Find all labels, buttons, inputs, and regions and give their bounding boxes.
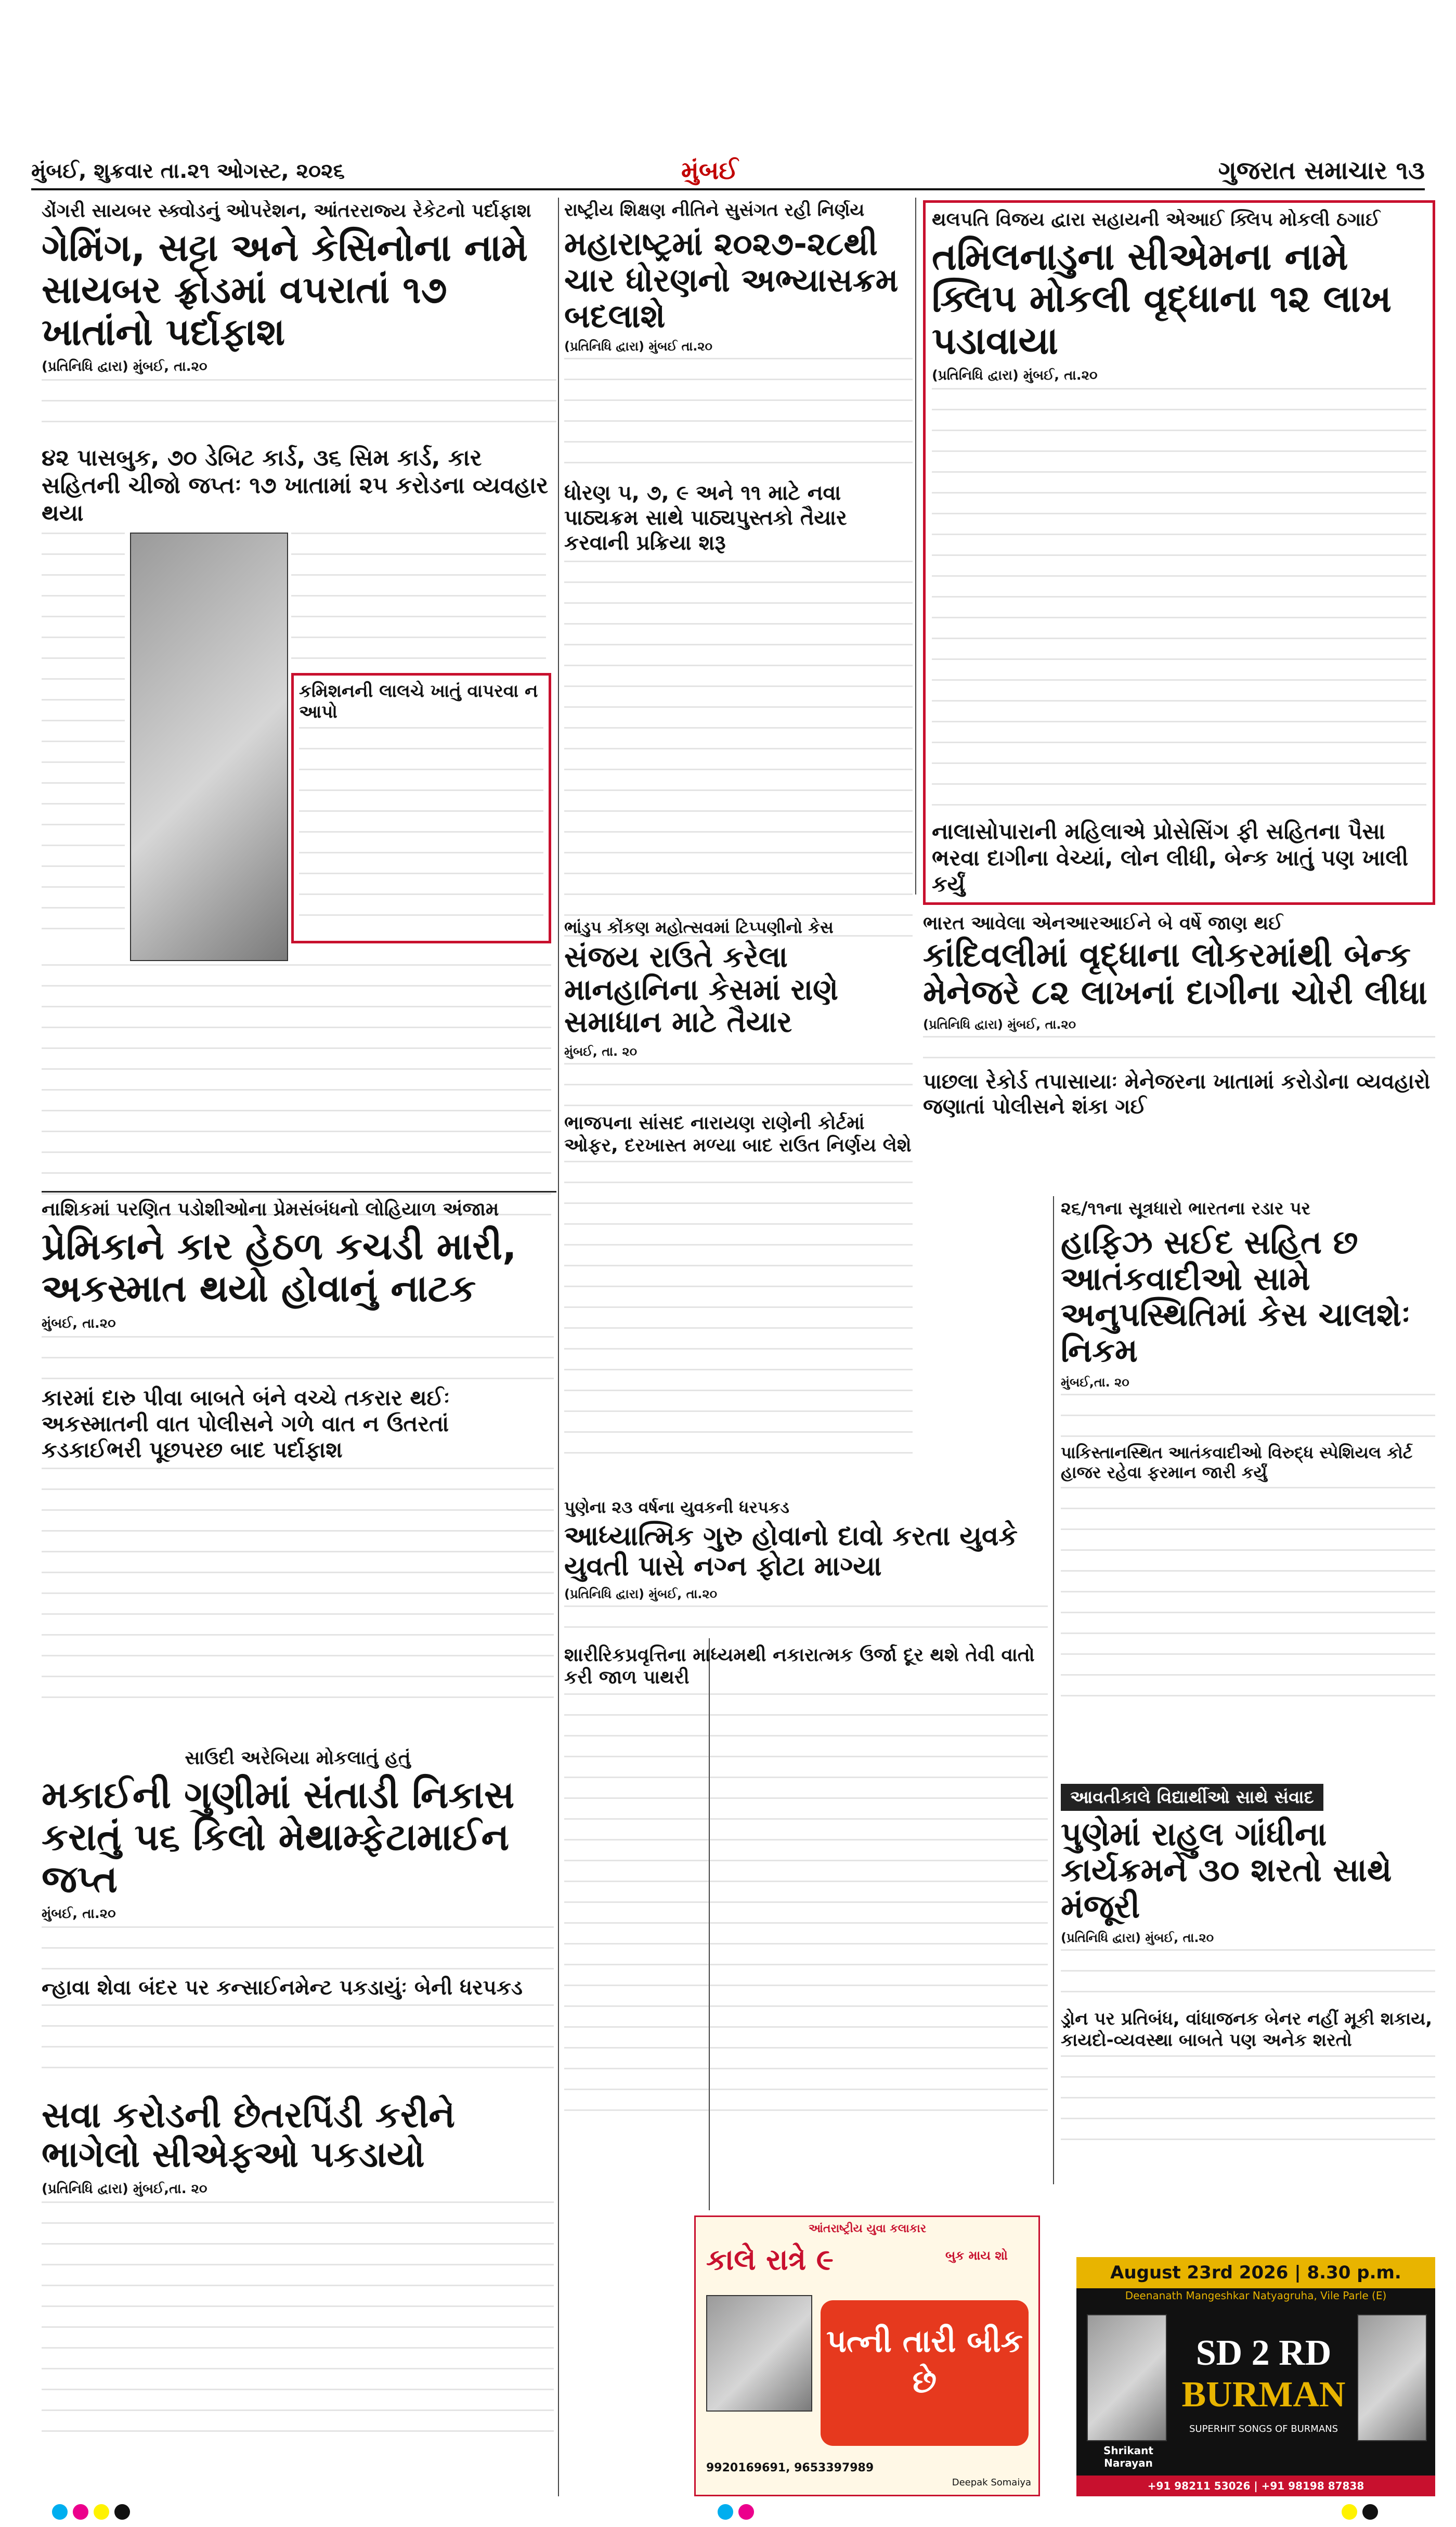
article-kicker: નાશિકમાં પરણિત પડોશીઓના પ્રેમસંબંધનો લોહિયાળ અંજામ: [42, 1199, 499, 1220]
article-headline: પુણેમાં રાહુલ ગાંધીના કાર્યક્રમને ૩૦ શરતો સાથે મંજૂરી: [1061, 1815, 1392, 1925]
article-subheading: ડ્રોન પર પ્રતિબંધ, વાંધાજનક બેનર નહીં મૂકી શકાય, કાયદો-વ્યવસ્થા બાબતે પણ અનેક શરતો: [1061, 2008, 1433, 2051]
article-kicker: સાઉદી અરેબિયા મોકલાતું હતું: [185, 1747, 411, 1769]
body-text: [564, 1063, 913, 1110]
registration-mark: [718, 2504, 733, 2520]
article-headline: તમિલનાડુના સીએમના નામે ક્લિપ મોકલી વૃદ્ધાના ૧૨ લાખ પડાવાયા: [932, 235, 1392, 362]
section-name: મુંબઈ: [681, 156, 738, 185]
registration-mark: [738, 2504, 754, 2520]
body-text: [42, 379, 556, 442]
article-dateline: (પ્રતિનિધિ દ્વારા) મુંબઈ તા.૨૦: [564, 339, 712, 354]
article-dateline: (પ્રતિનિધિ દ્વારા) મુંબઈ, તા.૨૦: [42, 359, 207, 375]
article-subheading: શારીરિકપ્રવૃત્તિના માધ્યમથી નકારાત્મક ઉર્જા દૂર થશે તેવી વાતો કરી જાળ પાથરી: [564, 1644, 1035, 1689]
article-rahul-gandhi-event: [1061, 1784, 1435, 2247]
body-text: [1061, 1949, 1435, 2006]
paper-name-page: [1218, 156, 1425, 186]
article-kicker: આવતીકાલે વિદ્યાર્થીઓ સાથે સંવાદ: [1061, 1784, 1323, 1811]
body-text: [42, 2201, 554, 2451]
section-divider: [42, 1191, 556, 1193]
advert-play[interactable]: [694, 2215, 1040, 2496]
ad-singer-photo: [1087, 2314, 1167, 2441]
article-headline: મકાઈની ગુણીમાં સંતાડી નિકાસ કરાતું ૫૬ કિલો મેથામ્ફેટામાઈન જપ્ત: [42, 1773, 515, 1901]
article-headline: પ્રેમિકાને કાર હેઠળ કચડી મારી, અકસ્માત થયો હોવાનું નાટક: [42, 1224, 517, 1311]
column-rule: [915, 198, 916, 895]
ad-performers-photo: [1357, 2314, 1427, 2441]
article-fake-guru: [564, 1498, 1048, 2205]
ad-time: કાલે રાત્રે ૯: [706, 2243, 834, 2277]
paper-name: ગુજરાત સમાચાર: [1218, 156, 1387, 185]
article-26-11-trial: [1061, 1199, 1435, 1792]
article-cyber-fraud: [42, 200, 556, 1178]
article-headline: આધ્યાત્મિક ગુરુ હોવાનો દાવો કરતા યુવકે યુવતી પાસે નગ્ન ફોટા માગ્યા: [564, 1520, 1018, 1583]
body-text: [564, 1161, 913, 1473]
article-ai-clip-fraud: [923, 200, 1435, 905]
article-dateline: (પ્રતિનિધિ દ્વારા) મુંબઈ,તા. ૨૦: [42, 2181, 207, 2197]
advert-concert[interactable]: [1076, 2257, 1435, 2496]
article-dateline: (પ્રતિનિધિ દ્વારા) મુંબઈ, તા.૨૦: [1061, 1930, 1214, 1946]
article-dateline: મુંબઈ, તા. ૨૦: [564, 1044, 638, 1059]
ad-brand: બુક માય શો: [945, 2248, 1008, 2263]
article-dateline: મુંબઈ, તા.૨૦: [42, 1906, 116, 1922]
article-headline: ગેમિંગ, સટ્ટા અને કેસિનોના નામે સાયબર ફ્રોડમાં વપરાતાં ૧૭ ખાતાંનો પર્દાફાશ: [42, 226, 528, 354]
article-drug-seizure: [42, 1747, 554, 2085]
article-dateline: મુંબઈ,તા. ૨૦: [1061, 1375, 1129, 1390]
article-syllabus-change: [564, 200, 913, 913]
registration-mark: [52, 2504, 68, 2520]
article-dateline: (પ્રતિનિધિ દ્વારા) મુંબઈ, તા.૨૦: [923, 1017, 1076, 1032]
article-subheading: પાકિસ્તાનસ્થિત આતંકવાદીઓ વિરુદ્ધ સ્પેશિયલ કોર્ટ હાજર રહેવા ફરમાન જારી કર્યું: [1061, 1442, 1413, 1483]
article-subheading: ભાજપના સાંસદ નારાયણ રાણેની કોર્ટમાં ઓફર, દરખાસ્ત મળ્યા બાદ રાઉત નિર્ણય લેશે: [564, 1112, 912, 1157]
body-text: [299, 727, 543, 935]
ad-tag: આંતરાષ્ટ્રીય યુવા કલાકાર: [808, 2222, 927, 2235]
article-kicker: ૨૬/૧૧ના સૂત્રધારો ભારતના રડાર પર: [1061, 1199, 1311, 1219]
registration-mark: [1342, 2504, 1357, 2520]
article-locker-theft: [923, 913, 1435, 1188]
article-subheading: કારમાં દારુ પીવા બાબતે બંને વચ્ચે તકરાર થઈઃ અકસ્માતની વાત પોલીસને ગળે વાત ન ઉતરતાં કડકાઈભરી પૂછપરછ બાદ પર્દાફાશ: [42, 1384, 450, 1463]
ad-phone: 9920169691, 9653397989: [706, 2461, 874, 2474]
seized-items-photo: [130, 533, 288, 961]
ad-venue: Deenanath Mangeshkar Natyagruha, Vile Parle (E): [1125, 2289, 1387, 2302]
article-subheading: ન્હાવા શેવા બંદર પર કન્સાઈનમેન્ટ પકડાયુંઃ બેની ધરપકડ: [42, 1976, 523, 2000]
article-nashik-murder: [42, 1199, 554, 1740]
registration-mark: [1362, 2504, 1378, 2520]
article-headline: કાંદિવલીમાં વૃદ્ધાના લોકરમાંથી બેન્ક મેનેજરે ૮૨ લાખનાં દાગીના ચોરી લીધા: [923, 936, 1427, 1013]
article-kicker: થલપતિ વિજય દ્વારા સહાયની એઆઈ ક્લિપ મોકલી ઠગાઈ: [932, 209, 1380, 230]
body-text: [1061, 1394, 1435, 1441]
body-text: [564, 561, 913, 956]
article-headline: હાફિઝ સઈદ સહિત છ આતંકવાદીઓ સામે અનુપસ્થિતિમાં કેસ ચાલશેઃ નિકમ: [1061, 1223, 1411, 1370]
article-kicker: રાષ્ટ્રીય શિક્ષણ નીતિને સુસંગત રહી નિર્ણય: [564, 200, 865, 221]
body-text: [932, 388, 1426, 814]
article-subheading: નાલાસોપારાની મહિલાએ પ્રોસેસિંગ ફી સહિતના પૈસા ભરવા દાગીના વેચ્યાં, લોન લીધી, બેન્ક ખાતું પણ ખાલી કર્યું: [932, 819, 1409, 897]
article-dateline: (પ્રતિનિધિ દ્વારા) મુંબઈ, તા.૨૦: [932, 368, 1098, 384]
ad-phone: +91 98211 53026 | +91 98198 87838: [1076, 2476, 1435, 2496]
article-dateline: (પ્રતિનિધિ દ્વારા) મુંબઈ, તા.૨૦: [564, 1587, 718, 1602]
body-text: [1061, 2055, 1435, 2159]
registration-mark: [114, 2504, 130, 2520]
body-text: [564, 358, 913, 477]
ad-date: August 23rd 2026 | 8.30 p.m.: [1076, 2257, 1435, 2288]
article-kicker: ભારત આવેલા એનઆરઆઈને બે વર્ષે જાણ થઈ: [923, 913, 1283, 934]
article-subheading: ધોરણ ૫, ૭, ૯ અને ૧૧ માટે નવા પાઠ્યક્રમ સાથે પાઠ્યપુસ્તકો તૈયાર કરવાની પ્રક્રિયા શરૂ: [564, 481, 847, 555]
registration-mark: [94, 2504, 109, 2520]
body-text: [42, 964, 551, 1224]
article-cfo-arrest: [42, 2096, 554, 2496]
ad-title-line2: BURMAN: [1181, 2375, 1346, 2415]
body-text: [564, 1693, 1048, 2120]
registration-mark: [73, 2504, 88, 2520]
ad-left-name: Shrikant Narayan: [1103, 2444, 1153, 2469]
article-headline: સવા કરોડની છેતરપિંડી કરીને ભાગેલો સીએફઓ પકડાયો: [42, 2095, 456, 2176]
advisory-box: [291, 673, 551, 943]
column-rule: [558, 1196, 559, 2496]
body-text: [291, 533, 546, 668]
page-number: ૧૩: [1396, 156, 1425, 185]
date-line: મુંબઈ, શુક્રવાર તા.૨૧ ઓગસ્ટ, ૨૦૨૬: [31, 159, 345, 183]
masthead: [31, 156, 1425, 190]
article-dateline: મુંબઈ, તા.૨૦: [42, 1315, 116, 1331]
ad-title: પત્ની તારી બીક છે: [821, 2300, 1029, 2446]
article-headline: સંજય રાઉતે કરેલા માનહાનિના કેસમાં રાણે સમાધાન માટે તૈયાર: [564, 940, 838, 1040]
ad-credit: Deepak Somaiya: [952, 2477, 1031, 2488]
ad-title-line1: SD 2 RD: [1195, 2333, 1332, 2373]
body-text: [42, 2004, 554, 2077]
article-subheading: પાછલા રેકોર્ડ તપાસાયાઃ મેનેજરના ખાતામાં કરોડોના વ્યવહારો જણાતાં પોલીસને શંકા ગઈ: [923, 1069, 1431, 1119]
body-text: [923, 1036, 1435, 1067]
article-headline: મહારાષ્ટ્રમાં ૨૦૨૭-૨૮થી ચાર ધોરણનો અભ્યાસક્રમ બદલાશે: [564, 225, 899, 335]
body-text: [42, 1926, 554, 1973]
article-kicker: પુણેના ૨૩ વર્ષના યુવકની ધરપકડ: [564, 1498, 789, 1517]
article-subheading: ૪૨ પાસબુક, ૭૦ ડેબિટ કાર્ડ, ૩૬ સિમ કાર્ડ, કાર સહિતની ચીજો જપ્તઃ ૧૭ ખાતામાં ૨૫ કરોડના વ્યવહાર થયા: [42, 445, 549, 526]
advisory-box-title: કમિશનની લાલચે ખાતું વાપરવા ન આપો: [299, 680, 538, 723]
column-rule: [1053, 1196, 1054, 2184]
masthead-rule: [31, 188, 1425, 190]
body-text: [42, 1336, 554, 1383]
body-text: [1061, 1487, 1435, 1710]
article-kicker: ડોંગરી સાયબર સ્ક્વોડનું ઓપરેશન, આંતરરાજ્ય રેકેટનો પર્દાફાશ: [42, 200, 531, 222]
article-kicker: ભાંડુપ કોંકણ મહોત્સવમાં ટિપ્પણીનો કેસ: [564, 918, 834, 937]
body-text: [42, 1468, 554, 1717]
body-text: [42, 533, 125, 938]
article-defamation-case: [564, 918, 913, 1459]
body-text: [564, 1605, 1048, 1642]
ad-actor-photo: [706, 2295, 812, 2412]
column-rule: [558, 198, 559, 1196]
ad-tagline: SUPERHIT SONGS OF BURMANS: [1189, 2424, 1338, 2434]
